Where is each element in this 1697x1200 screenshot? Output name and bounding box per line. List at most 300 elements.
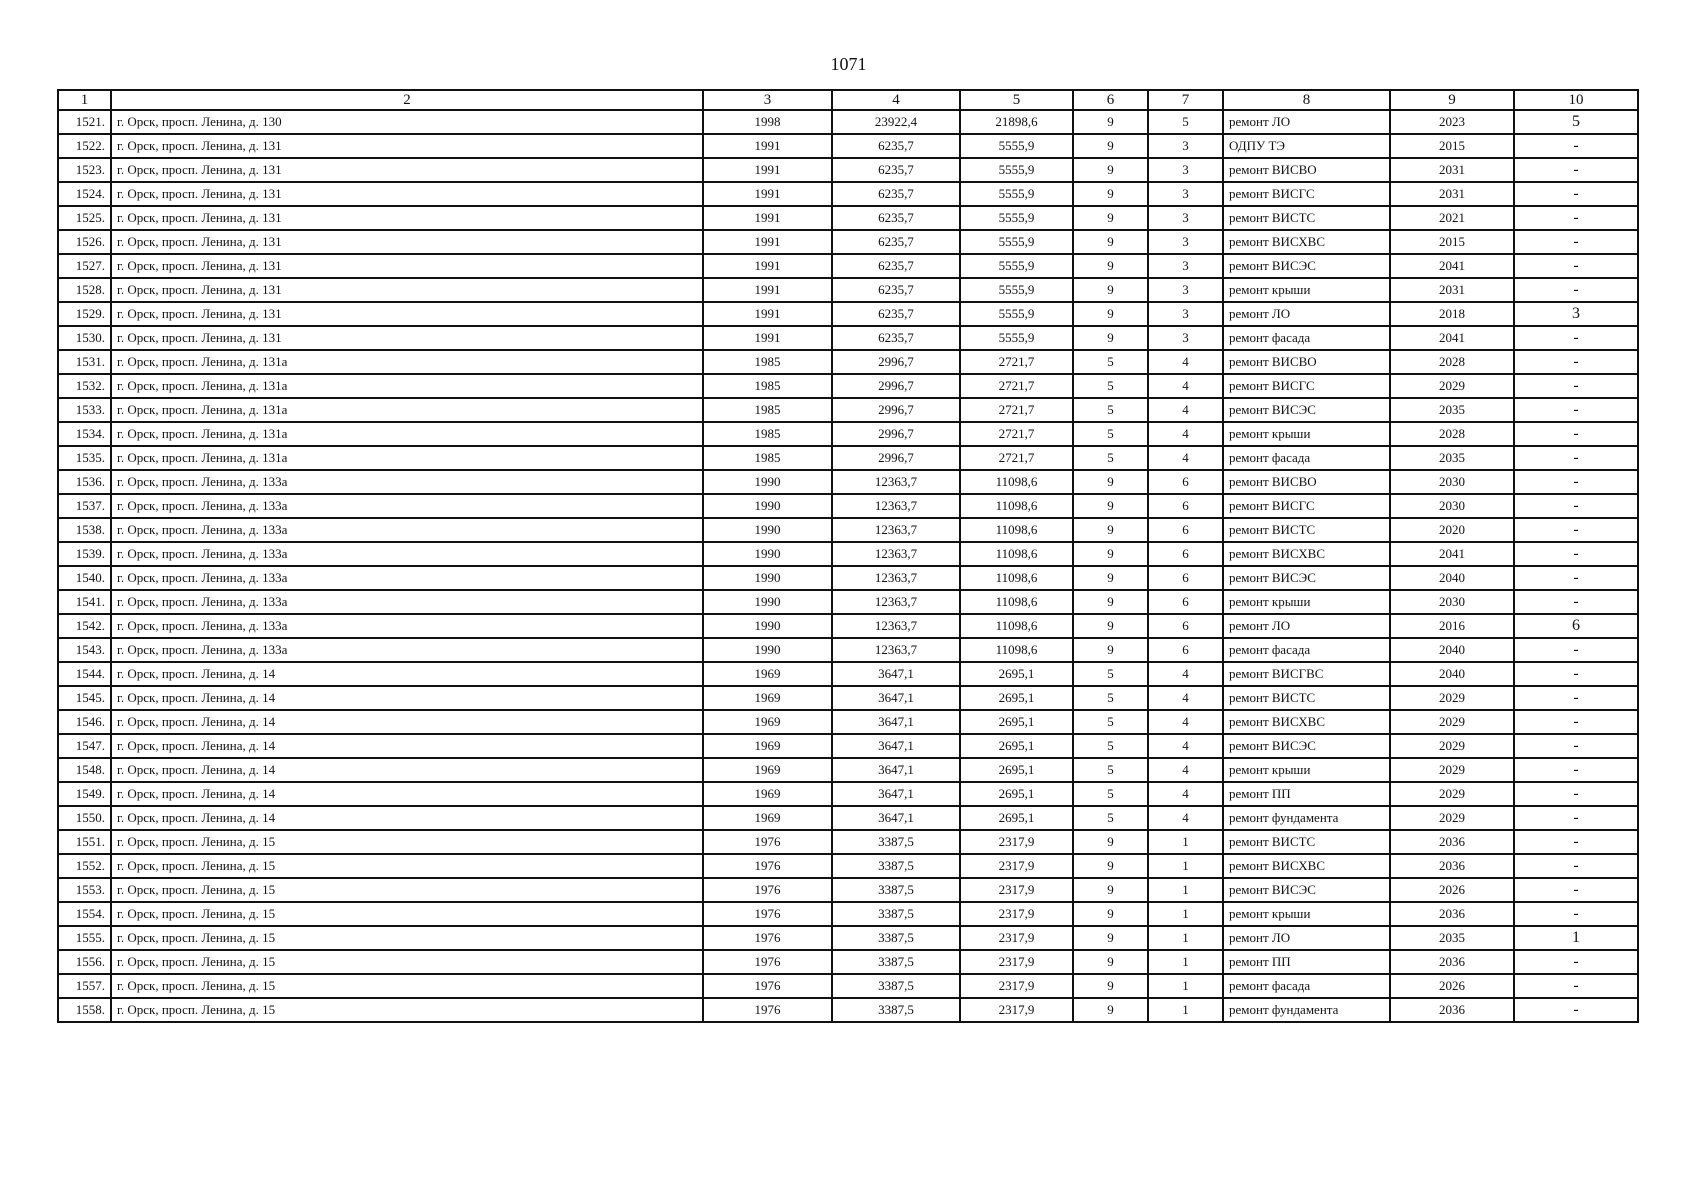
elevators-cell: - xyxy=(1514,134,1638,158)
living-area-cell: 11098,6 xyxy=(960,470,1073,494)
living-area-cell: 5555,9 xyxy=(960,254,1073,278)
work-type-cell: ремонт фасада xyxy=(1223,638,1390,662)
table-body xyxy=(58,110,1638,1022)
total-area-cell: 12363,7 xyxy=(832,638,960,662)
elevators-cell: - xyxy=(1514,326,1638,350)
total-area-cell: 12363,7 xyxy=(832,518,960,542)
entrances-cell: 5 xyxy=(1148,110,1223,134)
planned-year-cell: 2016 xyxy=(1390,614,1514,638)
total-area-cell: 3647,1 xyxy=(832,662,960,686)
planned-year-cell: 2035 xyxy=(1390,398,1514,422)
floors-cell: 5 xyxy=(1073,662,1148,686)
year-cell: 1990 xyxy=(703,518,832,542)
row-number: 1521. xyxy=(58,110,111,134)
year-cell: 1976 xyxy=(703,974,832,998)
year-cell: 1976 xyxy=(703,926,832,950)
total-area-cell: 6235,7 xyxy=(832,230,960,254)
address-cell: г. Орск, просп. Ленина, д. 131 xyxy=(111,182,703,206)
living-area-cell: 2317,9 xyxy=(960,830,1073,854)
address-cell: г. Орск, просп. Ленина, д. 14 xyxy=(111,782,703,806)
elevators-cell: - xyxy=(1514,878,1638,902)
total-area-cell: 6235,7 xyxy=(832,134,960,158)
year-cell: 1991 xyxy=(703,230,832,254)
work-type-cell: ремонт ВИСХВС xyxy=(1223,230,1390,254)
year-cell: 1998 xyxy=(703,110,832,134)
living-area-cell: 2317,9 xyxy=(960,902,1073,926)
year-cell: 1969 xyxy=(703,710,832,734)
elevators-cell: - xyxy=(1514,758,1638,782)
floors-cell: 9 xyxy=(1073,206,1148,230)
entrances-cell: 4 xyxy=(1148,398,1223,422)
address-cell: г. Орск, просп. Ленина, д. 14 xyxy=(111,806,703,830)
address-cell: г. Орск, просп. Ленина, д. 131а xyxy=(111,422,703,446)
living-area-cell: 2317,9 xyxy=(960,998,1073,1022)
elevators-cell: 3 xyxy=(1514,302,1638,326)
work-type-cell: ремонт крыши xyxy=(1223,278,1390,302)
address-cell: г. Орск, просп. Ленина, д. 133а xyxy=(111,590,703,614)
table-row xyxy=(58,470,1638,494)
elevators-cell: - xyxy=(1514,398,1638,422)
work-type-cell: ремонт ВИСХВС xyxy=(1223,854,1390,878)
planned-year-cell: 2041 xyxy=(1390,542,1514,566)
total-area-cell: 12363,7 xyxy=(832,470,960,494)
total-area-cell: 6235,7 xyxy=(832,254,960,278)
work-type-cell: ремонт ВИСЭС xyxy=(1223,398,1390,422)
living-area-cell: 2721,7 xyxy=(960,350,1073,374)
elevators-cell: - xyxy=(1514,590,1638,614)
total-area-cell: 6235,7 xyxy=(832,182,960,206)
column-header: 9 xyxy=(1390,90,1514,110)
elevators-cell: - xyxy=(1514,446,1638,470)
living-area-cell: 5555,9 xyxy=(960,230,1073,254)
entrances-cell: 6 xyxy=(1148,566,1223,590)
entrances-cell: 1 xyxy=(1148,830,1223,854)
entrances-cell: 6 xyxy=(1148,638,1223,662)
living-area-cell: 2721,7 xyxy=(960,374,1073,398)
total-area-cell: 3387,5 xyxy=(832,998,960,1022)
floors-cell: 5 xyxy=(1073,686,1148,710)
address-cell: г. Орск, просп. Ленина, д. 133а xyxy=(111,542,703,566)
year-cell: 1991 xyxy=(703,302,832,326)
total-area-cell: 3647,1 xyxy=(832,734,960,758)
entrances-cell: 3 xyxy=(1148,326,1223,350)
living-area-cell: 2695,1 xyxy=(960,806,1073,830)
work-type-cell: ремонт крыши xyxy=(1223,422,1390,446)
table-row xyxy=(58,950,1638,974)
floors-cell: 5 xyxy=(1073,734,1148,758)
living-area-cell: 5555,9 xyxy=(960,182,1073,206)
row-number: 1539. xyxy=(58,542,111,566)
elevators-cell: - xyxy=(1514,782,1638,806)
total-area-cell: 2996,7 xyxy=(832,350,960,374)
work-type-cell: ремонт фасада xyxy=(1223,446,1390,470)
planned-year-cell: 2015 xyxy=(1390,230,1514,254)
planned-year-cell: 2026 xyxy=(1390,878,1514,902)
row-number: 1536. xyxy=(58,470,111,494)
floors-cell: 9 xyxy=(1073,542,1148,566)
floors-cell: 9 xyxy=(1073,902,1148,926)
total-area-cell: 3647,1 xyxy=(832,686,960,710)
address-cell: г. Орск, просп. Ленина, д. 131 xyxy=(111,158,703,182)
table-row xyxy=(58,614,1638,638)
planned-year-cell: 2041 xyxy=(1390,254,1514,278)
floors-cell: 9 xyxy=(1073,590,1148,614)
planned-year-cell: 2040 xyxy=(1390,662,1514,686)
planned-year-cell: 2020 xyxy=(1390,518,1514,542)
address-cell: г. Орск, просп. Ленина, д. 133а xyxy=(111,470,703,494)
elevators-cell: - xyxy=(1514,998,1638,1022)
address-cell: г. Орск, просп. Ленина, д. 15 xyxy=(111,830,703,854)
elevators-cell: - xyxy=(1514,902,1638,926)
work-type-cell: ремонт ВИСТС xyxy=(1223,830,1390,854)
row-number: 1551. xyxy=(58,830,111,854)
year-cell: 1991 xyxy=(703,206,832,230)
year-cell: 1985 xyxy=(703,374,832,398)
elevators-cell: - xyxy=(1514,278,1638,302)
total-area-cell: 3647,1 xyxy=(832,710,960,734)
address-cell: г. Орск, просп. Ленина, д. 15 xyxy=(111,902,703,926)
total-area-cell: 3647,1 xyxy=(832,758,960,782)
table-row xyxy=(58,902,1638,926)
column-header: 10 xyxy=(1514,90,1638,110)
table-row xyxy=(58,662,1638,686)
elevators-cell: 1 xyxy=(1514,926,1638,950)
total-area-cell: 23922,4 xyxy=(832,110,960,134)
work-type-cell: ремонт ВИСХВС xyxy=(1223,710,1390,734)
entrances-cell: 4 xyxy=(1148,686,1223,710)
entrances-cell: 1 xyxy=(1148,974,1223,998)
table-row xyxy=(58,974,1638,998)
work-type-cell: ремонт крыши xyxy=(1223,902,1390,926)
living-area-cell: 2695,1 xyxy=(960,734,1073,758)
address-cell: г. Орск, просп. Ленина, д. 133а xyxy=(111,566,703,590)
address-cell: г. Орск, просп. Ленина, д. 131 xyxy=(111,230,703,254)
total-area-cell: 6235,7 xyxy=(832,278,960,302)
entrances-cell: 3 xyxy=(1148,278,1223,302)
living-area-cell: 2317,9 xyxy=(960,950,1073,974)
living-area-cell: 2695,1 xyxy=(960,662,1073,686)
row-number: 1524. xyxy=(58,182,111,206)
table-row xyxy=(58,878,1638,902)
work-type-cell: ремонт ВИСВО xyxy=(1223,350,1390,374)
planned-year-cell: 2018 xyxy=(1390,302,1514,326)
elevators-cell: - xyxy=(1514,686,1638,710)
elevators-cell: 5 xyxy=(1514,110,1638,134)
row-number: 1525. xyxy=(58,206,111,230)
work-type-cell: ремонт фасада xyxy=(1223,974,1390,998)
table-row xyxy=(58,638,1638,662)
year-cell: 1990 xyxy=(703,494,832,518)
entrances-cell: 3 xyxy=(1148,206,1223,230)
year-cell: 1969 xyxy=(703,686,832,710)
year-cell: 1969 xyxy=(703,662,832,686)
year-cell: 1991 xyxy=(703,134,832,158)
work-type-cell: ремонт ВИСТС xyxy=(1223,206,1390,230)
elevators-cell: 6 xyxy=(1514,614,1638,638)
table-row xyxy=(58,590,1638,614)
total-area-cell: 3647,1 xyxy=(832,782,960,806)
total-area-cell: 12363,7 xyxy=(832,590,960,614)
work-type-cell: ремонт ЛО xyxy=(1223,302,1390,326)
address-cell: г. Орск, просп. Ленина, д. 131 xyxy=(111,278,703,302)
work-type-cell: ремонт ПП xyxy=(1223,950,1390,974)
elevators-cell: - xyxy=(1514,182,1638,206)
elevators-cell: - xyxy=(1514,974,1638,998)
year-cell: 1969 xyxy=(703,758,832,782)
address-cell: г. Орск, просп. Ленина, д. 15 xyxy=(111,974,703,998)
entrances-cell: 1 xyxy=(1148,998,1223,1022)
floors-cell: 9 xyxy=(1073,158,1148,182)
row-number: 1548. xyxy=(58,758,111,782)
planned-year-cell: 2031 xyxy=(1390,158,1514,182)
work-type-cell: ремонт ЛО xyxy=(1223,110,1390,134)
year-cell: 1985 xyxy=(703,350,832,374)
entrances-cell: 6 xyxy=(1148,518,1223,542)
living-area-cell: 5555,9 xyxy=(960,278,1073,302)
work-type-cell: ремонт ВИСЭС xyxy=(1223,734,1390,758)
work-type-cell: ОДПУ ТЭ xyxy=(1223,134,1390,158)
entrances-cell: 1 xyxy=(1148,878,1223,902)
living-area-cell: 5555,9 xyxy=(960,158,1073,182)
elevators-cell: - xyxy=(1514,830,1638,854)
address-cell: г. Орск, просп. Ленина, д. 131 xyxy=(111,326,703,350)
total-area-cell: 6235,7 xyxy=(832,206,960,230)
floors-cell: 9 xyxy=(1073,926,1148,950)
elevators-cell: - xyxy=(1514,422,1638,446)
row-number: 1544. xyxy=(58,662,111,686)
entrances-cell: 3 xyxy=(1148,302,1223,326)
year-cell: 1985 xyxy=(703,422,832,446)
address-cell: г. Орск, просп. Ленина, д. 14 xyxy=(111,662,703,686)
planned-year-cell: 2030 xyxy=(1390,470,1514,494)
table-row xyxy=(58,998,1638,1022)
planned-year-cell: 2036 xyxy=(1390,902,1514,926)
address-cell: г. Орск, просп. Ленина, д. 131а xyxy=(111,398,703,422)
table-row xyxy=(58,926,1638,950)
work-type-cell: ремонт крыши xyxy=(1223,590,1390,614)
entrances-cell: 3 xyxy=(1148,158,1223,182)
elevators-cell: - xyxy=(1514,518,1638,542)
work-type-cell: ремонт ВИСВО xyxy=(1223,158,1390,182)
living-area-cell: 2317,9 xyxy=(960,926,1073,950)
entrances-cell: 6 xyxy=(1148,614,1223,638)
floors-cell: 9 xyxy=(1073,878,1148,902)
living-area-cell: 5555,9 xyxy=(960,134,1073,158)
total-area-cell: 3387,5 xyxy=(832,950,960,974)
column-header: 7 xyxy=(1148,90,1223,110)
floors-cell: 9 xyxy=(1073,494,1148,518)
floors-cell: 9 xyxy=(1073,470,1148,494)
living-area-cell: 2695,1 xyxy=(960,686,1073,710)
row-number: 1527. xyxy=(58,254,111,278)
floors-cell: 5 xyxy=(1073,806,1148,830)
row-number: 1553. xyxy=(58,878,111,902)
living-area-cell: 2695,1 xyxy=(960,782,1073,806)
row-number: 1534. xyxy=(58,422,111,446)
elevators-cell: - xyxy=(1514,566,1638,590)
row-number: 1531. xyxy=(58,350,111,374)
row-number: 1526. xyxy=(58,230,111,254)
total-area-cell: 12363,7 xyxy=(832,614,960,638)
year-cell: 1991 xyxy=(703,158,832,182)
address-cell: г. Орск, просп. Ленина, д. 15 xyxy=(111,998,703,1022)
planned-year-cell: 2029 xyxy=(1390,782,1514,806)
living-area-cell: 2721,7 xyxy=(960,446,1073,470)
planned-year-cell: 2035 xyxy=(1390,446,1514,470)
total-area-cell: 2996,7 xyxy=(832,446,960,470)
year-cell: 1991 xyxy=(703,254,832,278)
planned-year-cell: 2023 xyxy=(1390,110,1514,134)
address-cell: г. Орск, просп. Ленина, д. 133а xyxy=(111,518,703,542)
elevators-cell: - xyxy=(1514,494,1638,518)
address-cell: г. Орск, просп. Ленина, д. 15 xyxy=(111,950,703,974)
planned-year-cell: 2031 xyxy=(1390,182,1514,206)
column-header: 3 xyxy=(703,90,832,110)
entrances-cell: 3 xyxy=(1148,230,1223,254)
year-cell: 1969 xyxy=(703,734,832,758)
elevators-cell: - xyxy=(1514,638,1638,662)
living-area-cell: 2721,7 xyxy=(960,422,1073,446)
floors-cell: 9 xyxy=(1073,254,1148,278)
table-row xyxy=(58,806,1638,830)
address-cell: г. Орск, просп. Ленина, д. 130 xyxy=(111,110,703,134)
year-cell: 1990 xyxy=(703,566,832,590)
row-number: 1552. xyxy=(58,854,111,878)
floors-cell: 5 xyxy=(1073,422,1148,446)
floors-cell: 9 xyxy=(1073,110,1148,134)
living-area-cell: 11098,6 xyxy=(960,566,1073,590)
floors-cell: 9 xyxy=(1073,278,1148,302)
table-row xyxy=(58,830,1638,854)
entrances-cell: 6 xyxy=(1148,590,1223,614)
table-row xyxy=(58,278,1638,302)
row-number: 1549. xyxy=(58,782,111,806)
year-cell: 1976 xyxy=(703,854,832,878)
elevators-cell: - xyxy=(1514,734,1638,758)
floors-cell: 5 xyxy=(1073,758,1148,782)
elevators-cell: - xyxy=(1514,374,1638,398)
table-row xyxy=(58,518,1638,542)
entrances-cell: 4 xyxy=(1148,350,1223,374)
planned-year-cell: 2028 xyxy=(1390,422,1514,446)
living-area-cell: 2317,9 xyxy=(960,878,1073,902)
elevators-cell: - xyxy=(1514,662,1638,686)
entrances-cell: 1 xyxy=(1148,926,1223,950)
entrances-cell: 4 xyxy=(1148,806,1223,830)
living-area-cell: 5555,9 xyxy=(960,326,1073,350)
floors-cell: 9 xyxy=(1073,830,1148,854)
floors-cell: 5 xyxy=(1073,350,1148,374)
entrances-cell: 3 xyxy=(1148,182,1223,206)
address-cell: г. Орск, просп. Ленина, д. 14 xyxy=(111,710,703,734)
planned-year-cell: 2029 xyxy=(1390,686,1514,710)
address-cell: г. Орск, просп. Ленина, д. 14 xyxy=(111,758,703,782)
total-area-cell: 3387,5 xyxy=(832,974,960,998)
table-row xyxy=(58,254,1638,278)
address-cell: г. Орск, просп. Ленина, д. 131 xyxy=(111,206,703,230)
address-cell: г. Орск, просп. Ленина, д. 131а xyxy=(111,374,703,398)
entrances-cell: 3 xyxy=(1148,134,1223,158)
year-cell: 1976 xyxy=(703,902,832,926)
table-row xyxy=(58,422,1638,446)
year-cell: 1985 xyxy=(703,446,832,470)
year-cell: 1985 xyxy=(703,398,832,422)
planned-year-cell: 2036 xyxy=(1390,830,1514,854)
column-header: 2 xyxy=(111,90,703,110)
address-cell: г. Орск, просп. Ленина, д. 131 xyxy=(111,254,703,278)
table-row xyxy=(58,782,1638,806)
floors-cell: 5 xyxy=(1073,446,1148,470)
planned-year-cell: 2029 xyxy=(1390,710,1514,734)
floors-cell: 5 xyxy=(1073,710,1148,734)
planned-year-cell: 2021 xyxy=(1390,206,1514,230)
row-number: 1557. xyxy=(58,974,111,998)
address-cell: г. Орск, просп. Ленина, д. 133а xyxy=(111,614,703,638)
table-row xyxy=(58,854,1638,878)
planned-year-cell: 2036 xyxy=(1390,998,1514,1022)
planned-year-cell: 2036 xyxy=(1390,950,1514,974)
row-number: 1522. xyxy=(58,134,111,158)
floors-cell: 9 xyxy=(1073,950,1148,974)
entrances-cell: 4 xyxy=(1148,374,1223,398)
living-area-cell: 11098,6 xyxy=(960,614,1073,638)
row-number: 1529. xyxy=(58,302,111,326)
planned-year-cell: 2030 xyxy=(1390,494,1514,518)
total-area-cell: 3387,5 xyxy=(832,830,960,854)
column-header: 5 xyxy=(960,90,1073,110)
floors-cell: 9 xyxy=(1073,518,1148,542)
floors-cell: 5 xyxy=(1073,374,1148,398)
registry-table xyxy=(57,89,1639,1023)
planned-year-cell: 2041 xyxy=(1390,326,1514,350)
living-area-cell: 2317,9 xyxy=(960,854,1073,878)
year-cell: 1976 xyxy=(703,998,832,1022)
planned-year-cell: 2028 xyxy=(1390,350,1514,374)
year-cell: 1991 xyxy=(703,182,832,206)
total-area-cell: 3387,5 xyxy=(832,878,960,902)
living-area-cell: 5555,9 xyxy=(960,206,1073,230)
work-type-cell: ремонт фундамента xyxy=(1223,806,1390,830)
floors-cell: 9 xyxy=(1073,302,1148,326)
planned-year-cell: 2015 xyxy=(1390,134,1514,158)
table-row xyxy=(58,158,1638,182)
table-row xyxy=(58,230,1638,254)
entrances-cell: 4 xyxy=(1148,710,1223,734)
entrances-cell: 1 xyxy=(1148,902,1223,926)
total-area-cell: 2996,7 xyxy=(832,374,960,398)
total-area-cell: 2996,7 xyxy=(832,398,960,422)
year-cell: 1990 xyxy=(703,590,832,614)
row-number: 1555. xyxy=(58,926,111,950)
entrances-cell: 4 xyxy=(1148,422,1223,446)
year-cell: 1990 xyxy=(703,638,832,662)
table-row xyxy=(58,134,1638,158)
row-number: 1538. xyxy=(58,518,111,542)
row-number: 1541. xyxy=(58,590,111,614)
floors-cell: 9 xyxy=(1073,974,1148,998)
work-type-cell: ремонт ВИСЭС xyxy=(1223,566,1390,590)
floors-cell: 9 xyxy=(1073,134,1148,158)
table-row xyxy=(58,110,1638,134)
total-area-cell: 3387,5 xyxy=(832,854,960,878)
floors-cell: 9 xyxy=(1073,182,1148,206)
living-area-cell: 21898,6 xyxy=(960,110,1073,134)
row-number: 1545. xyxy=(58,686,111,710)
planned-year-cell: 2030 xyxy=(1390,590,1514,614)
work-type-cell: ремонт ВИСЭС xyxy=(1223,254,1390,278)
work-type-cell: ремонт ВИСГС xyxy=(1223,494,1390,518)
planned-year-cell: 2040 xyxy=(1390,566,1514,590)
